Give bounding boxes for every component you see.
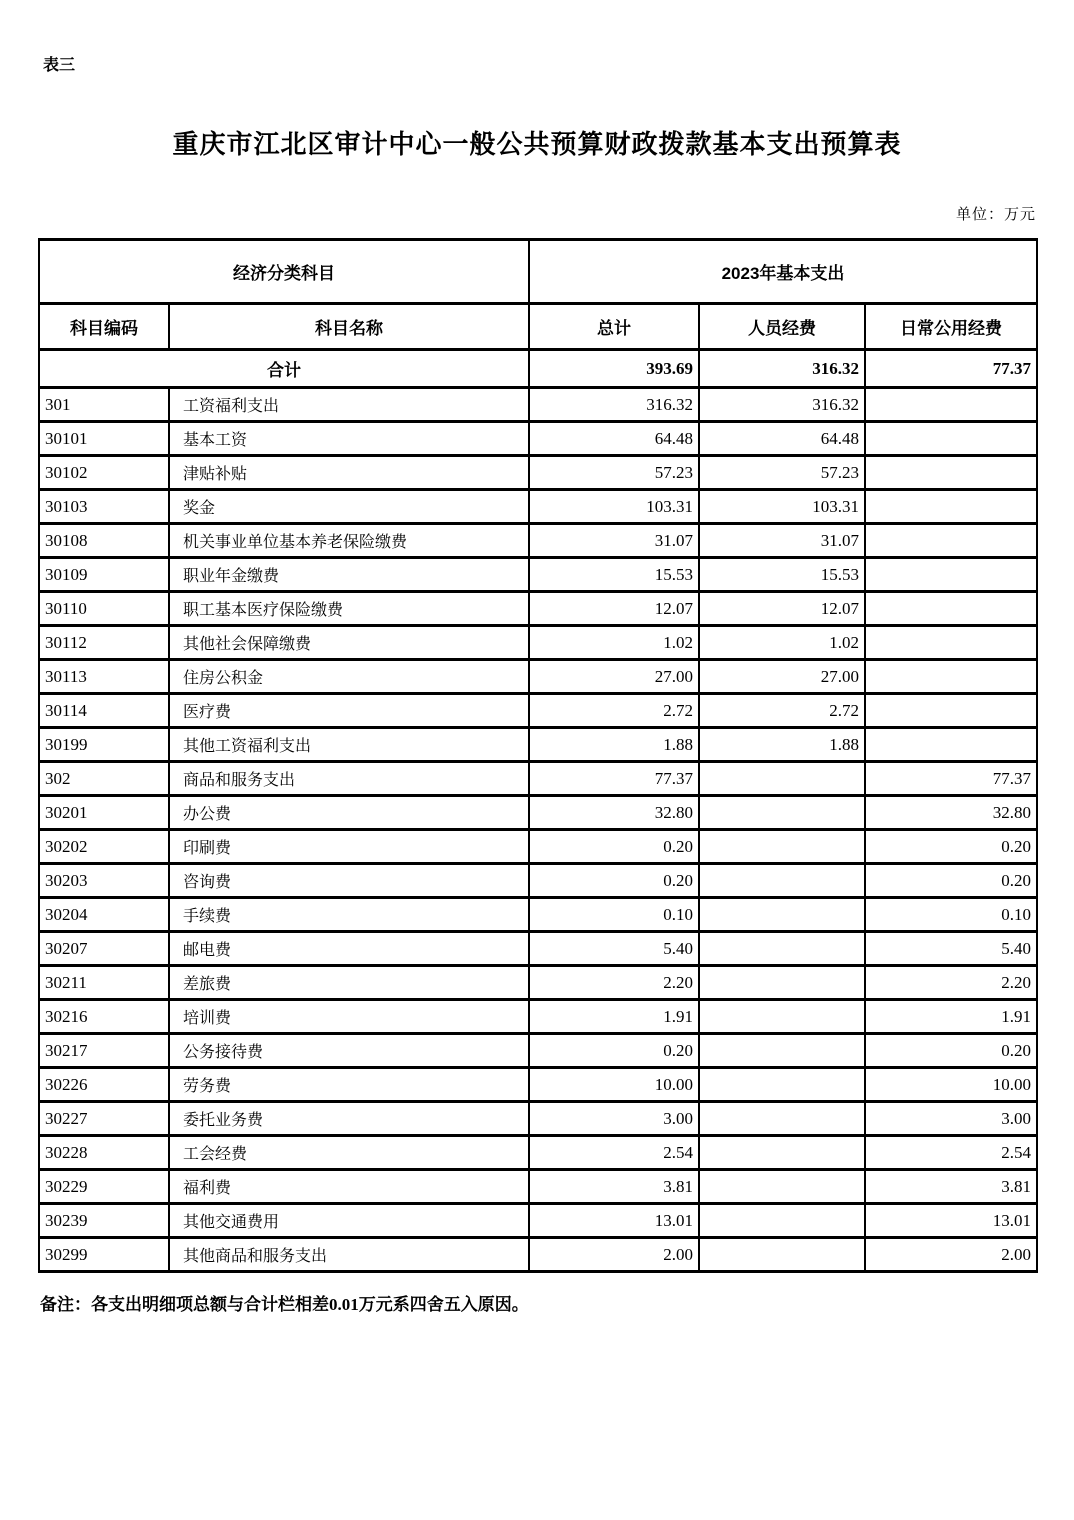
total-value-cell: 15.53 (529, 558, 699, 592)
total-value-cell: 77.37 (529, 762, 699, 796)
total-value-cell: 2.54 (529, 1136, 699, 1170)
personnel-value-cell (699, 1034, 865, 1068)
subject-name-cell: 咨询费 (169, 864, 529, 898)
subject-code-cell: 30101 (39, 422, 169, 456)
subject-code-cell: 30113 (39, 660, 169, 694)
subject-name-cell: 福利费 (169, 1170, 529, 1204)
sheet-label: 表三 (43, 57, 76, 74)
total-value-cell: 0.20 (529, 864, 699, 898)
subject-name-cell: 手续费 (169, 898, 529, 932)
daily-value-cell: 0.20 (865, 830, 1037, 864)
daily-value-cell (865, 660, 1037, 694)
subject-code-cell: 30112 (39, 626, 169, 660)
daily-value-cell (865, 558, 1037, 592)
subject-code-cell: 30211 (39, 966, 169, 1000)
personnel-value-cell (699, 1136, 865, 1170)
table-row (39, 456, 1037, 490)
personnel-value-cell: 1.88 (699, 728, 865, 762)
total-value-cell: 27.00 (529, 660, 699, 694)
daily-value-cell (865, 422, 1037, 456)
col-header-subject-name: 科目名称 (169, 304, 529, 350)
budget-table (38, 238, 1038, 1273)
col-header-total: 总计 (529, 304, 699, 350)
header-group-row (39, 240, 1037, 304)
total-row (39, 350, 1037, 388)
personnel-value-cell: 316.32 (699, 388, 865, 422)
daily-value-cell: 0.20 (865, 864, 1037, 898)
personnel-value-cell (699, 898, 865, 932)
daily-value-cell: 32.80 (865, 796, 1037, 830)
total-personnel-cell: 316.32 (699, 350, 865, 388)
daily-value-cell: 1.91 (865, 1000, 1037, 1034)
table-row (39, 1204, 1037, 1238)
personnel-value-cell (699, 796, 865, 830)
total-value-cell: 0.20 (529, 830, 699, 864)
subject-code-cell: 301 (39, 388, 169, 422)
col-header-subject-code: 科目编码 (39, 304, 169, 350)
total-value-cell: 13.01 (529, 1204, 699, 1238)
personnel-value-cell (699, 966, 865, 1000)
total-value-cell: 12.07 (529, 592, 699, 626)
personnel-value-cell (699, 1068, 865, 1102)
personnel-value-cell (699, 932, 865, 966)
daily-value-cell (865, 524, 1037, 558)
total-value-cell: 2.00 (529, 1238, 699, 1272)
subject-code-cell: 30102 (39, 456, 169, 490)
total-value-cell: 57.23 (529, 456, 699, 490)
subject-code-cell: 30217 (39, 1034, 169, 1068)
total-value-cell: 31.07 (529, 524, 699, 558)
table-row (39, 898, 1037, 932)
subject-name-cell: 其他工资福利支出 (169, 728, 529, 762)
subject-code-cell: 30226 (39, 1068, 169, 1102)
subject-name-cell: 基本工资 (169, 422, 529, 456)
total-value-cell: 3.81 (529, 1170, 699, 1204)
subject-code-cell: 30201 (39, 796, 169, 830)
column-header-row (39, 304, 1037, 350)
personnel-value-cell: 12.07 (699, 592, 865, 626)
daily-value-cell: 77.37 (865, 762, 1037, 796)
table-row (39, 490, 1037, 524)
daily-value-cell (865, 626, 1037, 660)
subject-code-cell: 30110 (39, 592, 169, 626)
table-row (39, 966, 1037, 1000)
daily-value-cell: 3.00 (865, 1102, 1037, 1136)
table-row (39, 660, 1037, 694)
daily-value-cell (865, 456, 1037, 490)
total-daily-cell: 77.37 (865, 350, 1037, 388)
total-label-cell: 合计 (39, 350, 529, 388)
col-header-daily-public-funds: 日常公用经费 (865, 304, 1037, 350)
personnel-value-cell (699, 830, 865, 864)
daily-value-cell: 0.10 (865, 898, 1037, 932)
subject-name-cell: 差旅费 (169, 966, 529, 1000)
subject-name-cell: 住房公积金 (169, 660, 529, 694)
subject-code-cell: 30108 (39, 524, 169, 558)
subject-name-cell: 其他交通费用 (169, 1204, 529, 1238)
subject-name-cell: 办公费 (169, 796, 529, 830)
subject-code-cell: 30239 (39, 1204, 169, 1238)
table-row (39, 1170, 1037, 1204)
table-row (39, 830, 1037, 864)
subject-code-cell: 30207 (39, 932, 169, 966)
personnel-value-cell: 31.07 (699, 524, 865, 558)
personnel-value-cell: 15.53 (699, 558, 865, 592)
subject-code-cell: 30299 (39, 1238, 169, 1272)
total-value-cell: 3.00 (529, 1102, 699, 1136)
total-value-cell: 2.20 (529, 966, 699, 1000)
personnel-value-cell: 57.23 (699, 456, 865, 490)
subject-code-cell: 302 (39, 762, 169, 796)
subject-name-cell: 津贴补贴 (169, 456, 529, 490)
table-row (39, 694, 1037, 728)
subject-code-cell: 30103 (39, 490, 169, 524)
subject-name-cell: 职业年金缴费 (169, 558, 529, 592)
unit-label: 单位：万元 (955, 207, 1036, 223)
personnel-value-cell: 64.48 (699, 422, 865, 456)
total-value-cell: 0.10 (529, 898, 699, 932)
daily-value-cell (865, 490, 1037, 524)
table-row (39, 388, 1037, 422)
table-row (39, 592, 1037, 626)
total-value-cell: 103.31 (529, 490, 699, 524)
daily-value-cell: 10.00 (865, 1068, 1037, 1102)
daily-value-cell: 3.81 (865, 1170, 1037, 1204)
personnel-value-cell (699, 1102, 865, 1136)
col-header-personnel-funds: 人员经费 (699, 304, 865, 350)
subject-name-cell: 医疗费 (169, 694, 529, 728)
table-row (39, 1068, 1037, 1102)
total-value-cell: 0.20 (529, 1034, 699, 1068)
subject-code-cell: 30229 (39, 1170, 169, 1204)
subject-code-cell: 30204 (39, 898, 169, 932)
total-sum-cell: 393.69 (529, 350, 699, 388)
subject-name-cell: 机关事业单位基本养老保险缴费 (169, 524, 529, 558)
subject-code-cell: 30202 (39, 830, 169, 864)
daily-value-cell: 13.01 (865, 1204, 1037, 1238)
table-row (39, 1000, 1037, 1034)
daily-value-cell (865, 728, 1037, 762)
total-value-cell: 10.00 (529, 1068, 699, 1102)
personnel-value-cell: 2.72 (699, 694, 865, 728)
subject-name-cell: 邮电费 (169, 932, 529, 966)
table-row (39, 1238, 1037, 1272)
subject-code-cell: 30114 (39, 694, 169, 728)
subject-name-cell: 工资福利支出 (169, 388, 529, 422)
total-value-cell: 316.32 (529, 388, 699, 422)
personnel-value-cell: 27.00 (699, 660, 865, 694)
table-row (39, 626, 1037, 660)
daily-value-cell (865, 694, 1037, 728)
header-group-2023-basic-expenditure: 2023年基本支出 (529, 240, 1037, 304)
table-row (39, 524, 1037, 558)
personnel-value-cell (699, 1204, 865, 1238)
subject-code-cell: 30109 (39, 558, 169, 592)
table-row (39, 728, 1037, 762)
table-row (39, 1136, 1037, 1170)
subject-code-cell: 30227 (39, 1102, 169, 1136)
total-value-cell: 2.72 (529, 694, 699, 728)
personnel-value-cell (699, 762, 865, 796)
daily-value-cell (865, 592, 1037, 626)
subject-name-cell: 职工基本医疗保险缴费 (169, 592, 529, 626)
subject-code-cell: 30203 (39, 864, 169, 898)
table-row (39, 796, 1037, 830)
subject-code-cell: 30216 (39, 1000, 169, 1034)
subject-code-cell: 30228 (39, 1136, 169, 1170)
personnel-value-cell: 103.31 (699, 490, 865, 524)
daily-value-cell (865, 388, 1037, 422)
total-value-cell: 5.40 (529, 932, 699, 966)
total-value-cell: 32.80 (529, 796, 699, 830)
table-row (39, 558, 1037, 592)
subject-name-cell: 其他社会保障缴费 (169, 626, 529, 660)
subject-name-cell: 其他商品和服务支出 (169, 1238, 529, 1272)
table-row (39, 422, 1037, 456)
table-row (39, 932, 1037, 966)
subject-name-cell: 印刷费 (169, 830, 529, 864)
subject-name-cell: 公务接待费 (169, 1034, 529, 1068)
daily-value-cell: 2.00 (865, 1238, 1037, 1272)
table-row (39, 762, 1037, 796)
header-group-economic-category: 经济分类科目 (39, 240, 529, 304)
table-row (39, 864, 1037, 898)
daily-value-cell: 0.20 (865, 1034, 1037, 1068)
total-value-cell: 1.88 (529, 728, 699, 762)
daily-value-cell: 5.40 (865, 932, 1037, 966)
personnel-value-cell (699, 1238, 865, 1272)
personnel-value-cell: 1.02 (699, 626, 865, 660)
table-row (39, 1034, 1037, 1068)
personnel-value-cell (699, 1000, 865, 1034)
total-value-cell: 64.48 (529, 422, 699, 456)
subject-name-cell: 培训费 (169, 1000, 529, 1034)
subject-code-cell: 30199 (39, 728, 169, 762)
page-title: 重庆市江北区审计中心一般公共预算财政拨款基本支出预算表 (172, 130, 902, 159)
total-value-cell: 1.91 (529, 1000, 699, 1034)
subject-name-cell: 工会经费 (169, 1136, 529, 1170)
table-row (39, 1102, 1037, 1136)
subject-name-cell: 委托业务费 (169, 1102, 529, 1136)
subject-name-cell: 奖金 (169, 490, 529, 524)
daily-value-cell: 2.54 (865, 1136, 1037, 1170)
subject-name-cell: 劳务费 (169, 1068, 529, 1102)
daily-value-cell: 2.20 (865, 966, 1037, 1000)
subject-name-cell: 商品和服务支出 (169, 762, 529, 796)
table-body (39, 350, 1037, 1272)
personnel-value-cell (699, 1170, 865, 1204)
footer-note: 备注：各支出明细项总额与合计栏相差0.01万元系四舍五入原因。 (40, 1295, 529, 1314)
personnel-value-cell (699, 864, 865, 898)
table-header (39, 240, 1037, 350)
total-value-cell: 1.02 (529, 626, 699, 660)
